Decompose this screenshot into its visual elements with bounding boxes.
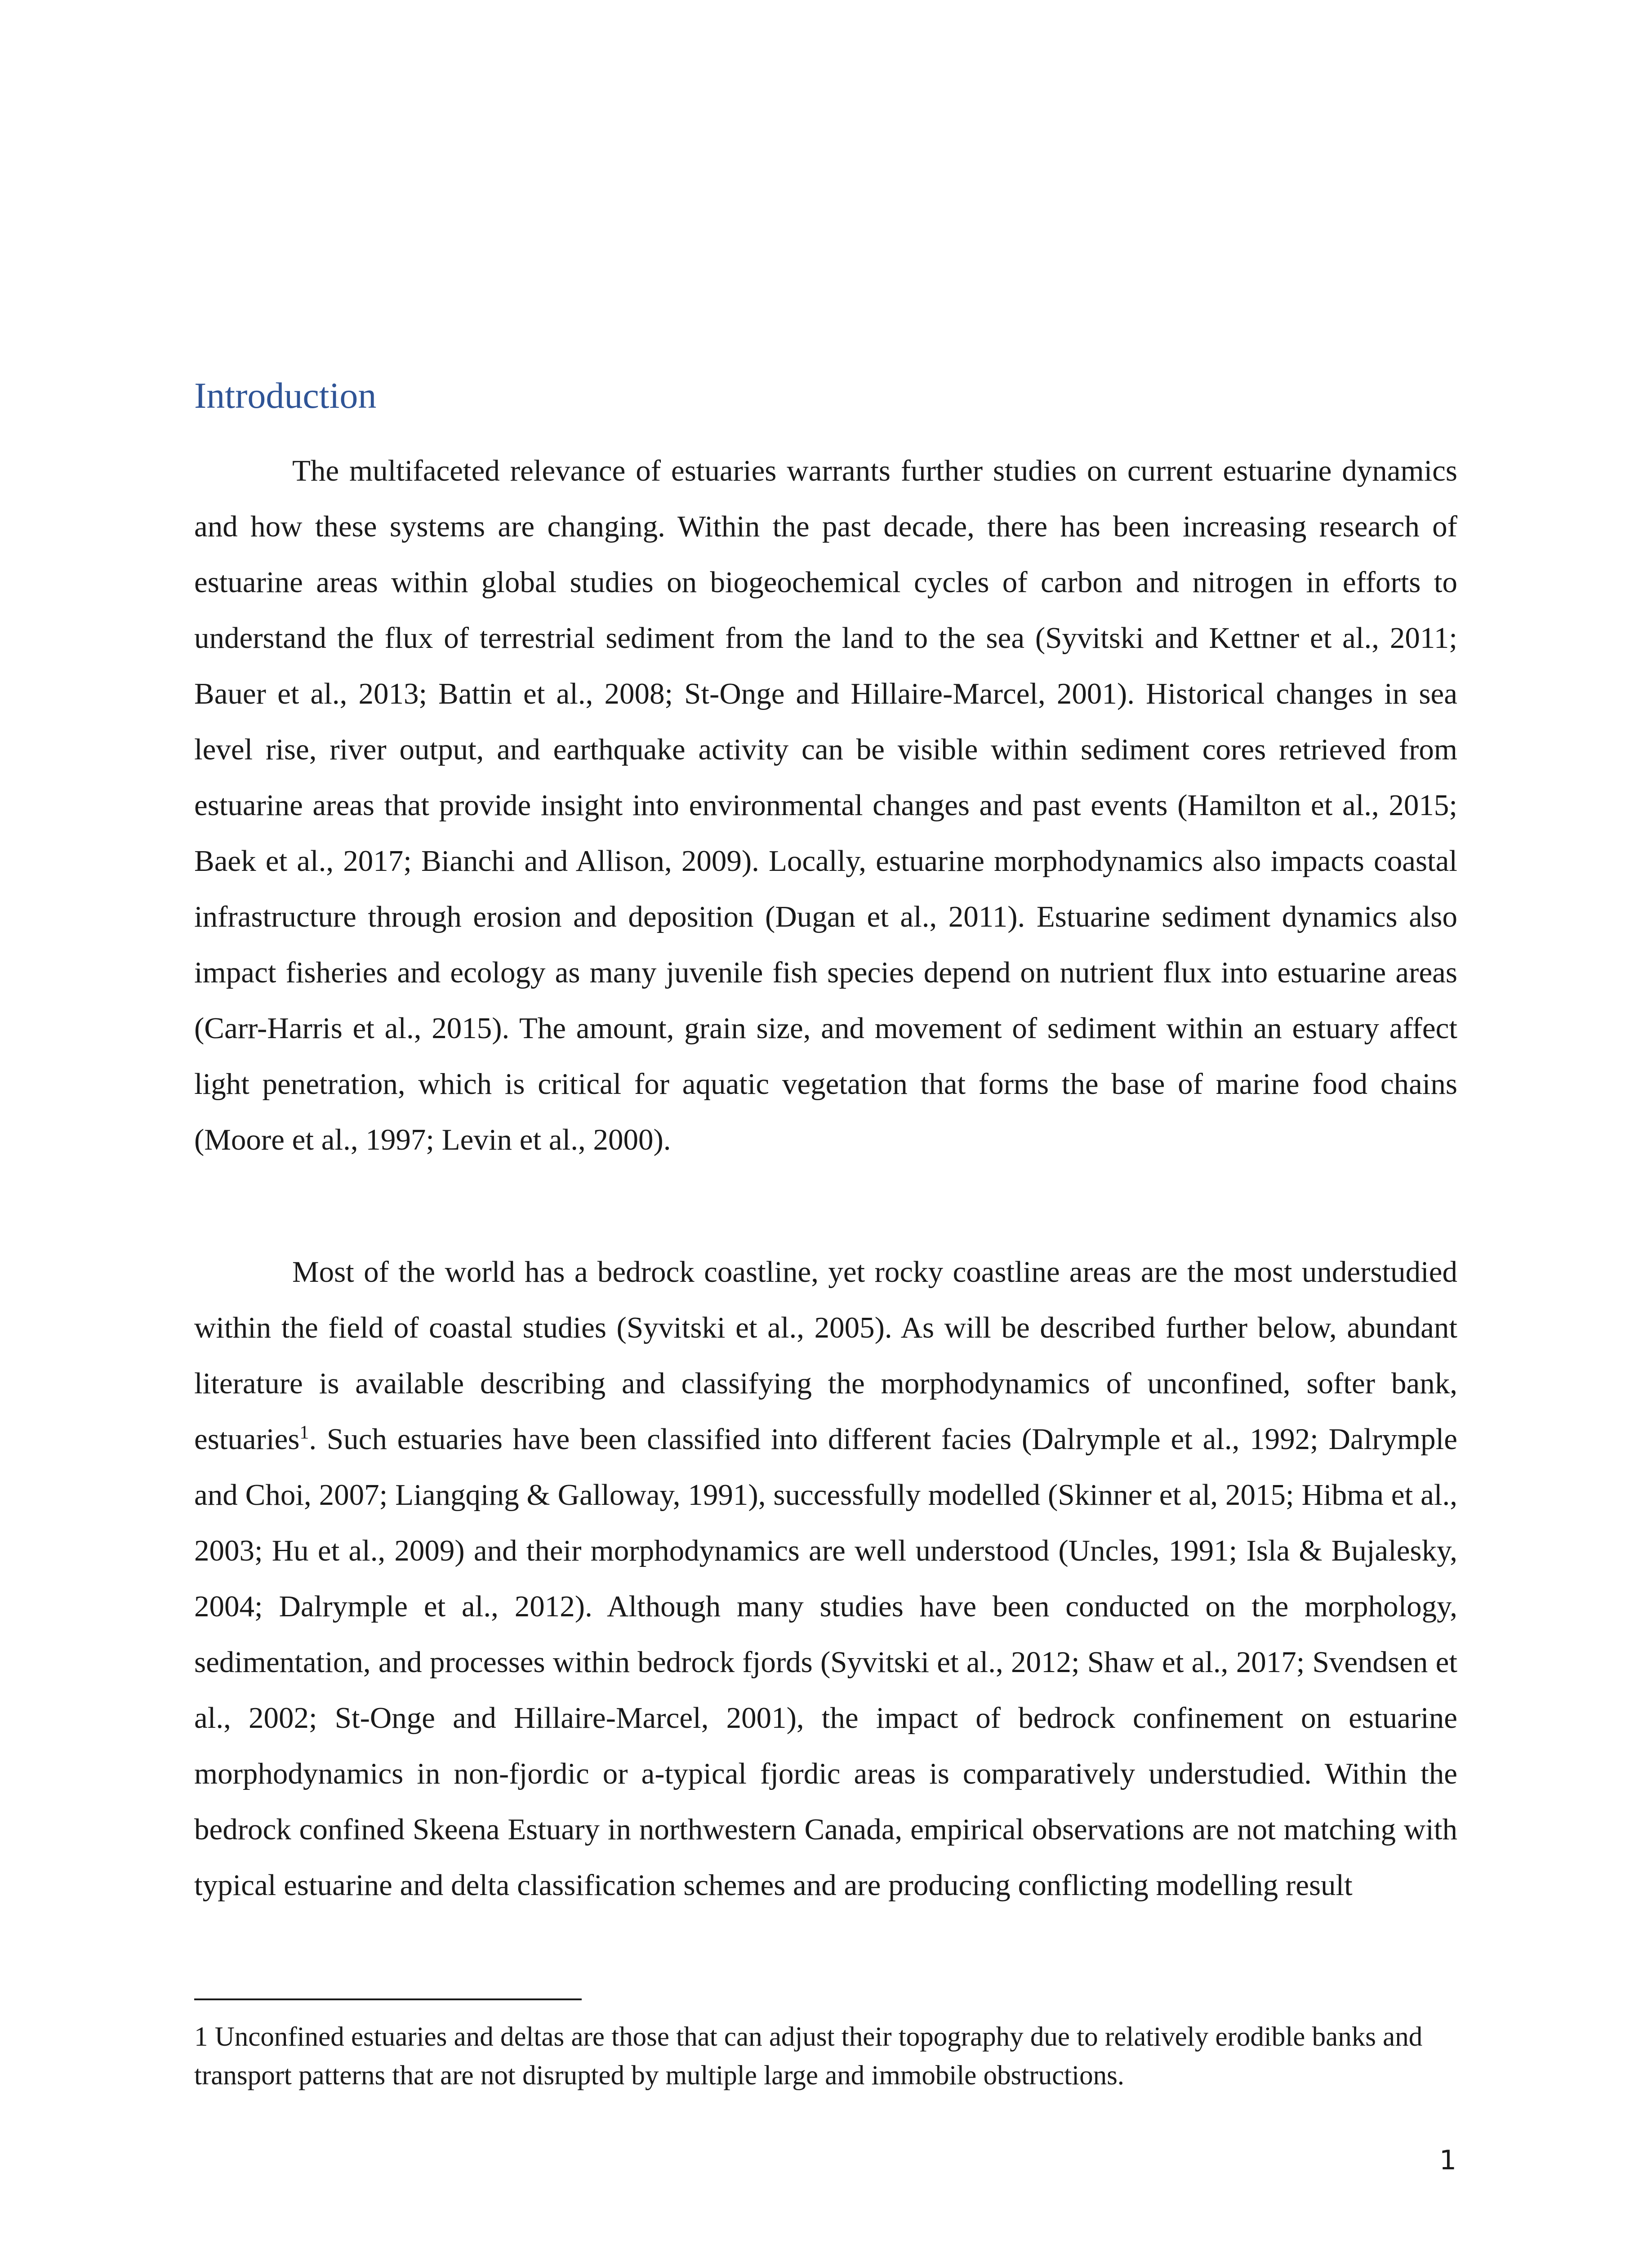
body-paragraph-2 [194, 1244, 1457, 1913]
footnote-reference-marker: 1 [299, 1422, 309, 1443]
page-number: 1 [1439, 2145, 1456, 2176]
footnote: 1 Unconfined estuaries and deltas are those that can adjust their topography due to relatively erodible banks and transport patterns that are not disrupted by multiple large and immobile obstructions. [194, 2022, 1423, 2091]
paragraph-2-text-before-note: Most of the world has a bedrock coastline, yet rocky coastline areas are the most understudied within the field of coastal studies (Syvitski et al., 2005). As will be described further below, abundant literature is available describing and classifying the morphodynamics of unconfined, softer bank, estuaries [194, 1255, 1457, 1456]
section-heading: Introduction [194, 375, 377, 416]
body-paragraph-1: The multifaceted relevance of estuaries warrants further studies on current estuarine dynamics and how these systems are changing. Within the past decade, there has been increasing research of estuarine areas within global studies on biogeochemical cycles of carbon and nitrogen in efforts to understand the flux of terrestrial sediment from the land to the sea (Syvitski and Kettner et al., 2011; Bauer et al., 2013; Battin et al., 2008; St-Onge and Hillaire-Marcel, 2001). Historical changes in sea level rise, river output, and earthquake activity can be visible within sediment cores retrieved from estuarine areas that provide insight into environmental changes and past events (Hamilton et al., 2015; Baek et al., 2017; Bianchi and Allison, 2009). Locally, estuarine morphodynamics also impacts coastal infrastructure through erosion and deposition (Dugan et al., 2011). Estuarine sediment dynamics also impact fisheries and ecology as many juvenile fish species depend on nutrient flux into estuarine areas (Carr-Harris et al., 2015). The amount, grain size, and movement of sediment within an estuary affect light penetration, which is critical for aquatic vegetation that forms the base of marine food chains (Moore et al., 1997; Levin et al., 2000). [194, 454, 1457, 1156]
paragraph-2-text-after-note: . Such estuaries have been classified into different facies (Dalrymple et al., 1992; Dalrymple and Choi, 2007; Liangqing & Galloway, 1991), successfully modelled (Skinner et al, 2015; Hibma et al., 2003; Hu et al., 2009) and their morphodynamics are well understood (Uncles, 1991; Isla & Bujalesky, 2004; Dalrymple et al., 2012). Although many studies have been conducted on the morphology, sedimentation, and processes within bedrock fjords (Syvitski et al., 2012; Shaw et al., 2017; Svendsen et al., 2002; St-Onge and Hillaire-Marcel, 2001), the impact of bedrock confinement on estuarine morphodynamics in non-fjordic or a-typical fjordic areas is comparatively understudied. Within the bedrock confined Skeena Estuary in northwestern Canada, empirical observations are not matching with typical estuarine and delta classification schemes and are producing conflicting modelling result [194, 1423, 1457, 1902]
footnote-separator [194, 1998, 582, 2000]
